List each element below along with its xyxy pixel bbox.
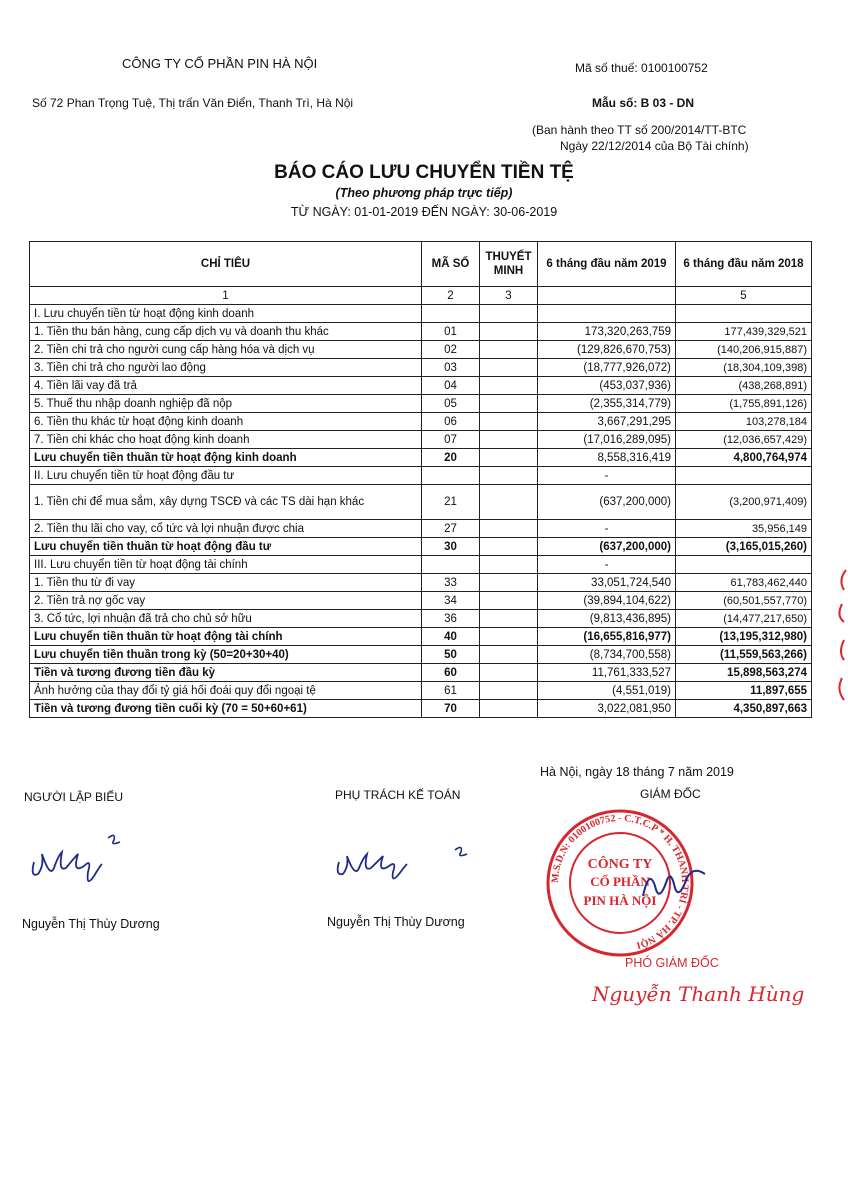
row-value-2018: 4,350,897,663 (676, 700, 812, 718)
row-note (480, 628, 538, 646)
company-address: Số 72 Phan Trọng Tuệ, Thị trấn Văn Điển, Thanh Trì, Hà Nội (32, 96, 354, 110)
row-value-2018: (12,036,657,429) (676, 431, 812, 449)
row-item: II. Lưu chuyển tiền từ hoạt động đầu tư (30, 467, 422, 485)
row-code (422, 467, 480, 485)
row-code: 70 (422, 700, 480, 718)
row-value-2019: (2,355,314,779) (538, 395, 676, 413)
row-note (480, 592, 538, 610)
row-note (480, 359, 538, 377)
row-value-2018: (3,165,015,260) (676, 538, 812, 556)
row-value-2019: - (538, 467, 676, 485)
row-note (480, 520, 538, 538)
row-item: 2. Tiền chi trả cho người cung cấp hàng hóa và dịch vụ (30, 341, 422, 359)
table-row (30, 610, 812, 628)
row-value-2018: (60,501,557,770) (676, 592, 812, 610)
accountant-name: Nguyễn Thị Thùy Dương (327, 915, 465, 929)
table-row (30, 305, 812, 323)
row-code: 21 (422, 485, 480, 520)
table-row (30, 485, 812, 520)
row-value-2019: (129,826,670,753) (538, 341, 676, 359)
place-date: Hà Nội, ngày 18 tháng 7 năm 2019 (540, 765, 734, 779)
row-code: 60 (422, 664, 480, 682)
row-item: Ảnh hưởng của thay đổi tỷ giá hối đoái quy đổi ngoại tệ (30, 682, 422, 700)
row-value-2019: (17,016,289,095) (538, 431, 676, 449)
row-note (480, 449, 538, 467)
row-value-2018: 15,898,563,274 (676, 664, 812, 682)
row-value-2018 (676, 305, 812, 323)
stamp-ring-text: M.S.D.N: 0100100752 - C.T.C.P * H. THANH TRÌ - TP. HÀ NỘI (549, 812, 691, 951)
stamp-line-1: CÔNG TY (587, 857, 653, 872)
index-cell (538, 287, 676, 305)
row-note (480, 682, 538, 700)
form-number: Mẫu số: B 03 - DN (592, 96, 695, 110)
partial-stamp-edge (832, 560, 848, 710)
header-2018: 6 tháng đầu năm 2018 (676, 242, 812, 287)
row-note (480, 305, 538, 323)
vice-director-title: PHÓ GIÁM ĐỐC (625, 956, 719, 970)
header-item: CHỈ TIÊU (30, 242, 422, 287)
table-index-row (30, 287, 812, 305)
row-value-2019: 3,667,291,295 (538, 413, 676, 431)
row-value-2019: (18,777,926,072) (538, 359, 676, 377)
row-value-2018 (676, 556, 812, 574)
row-item: Lưu chuyển tiền thuần trong kỳ (50=20+30+40) (30, 646, 422, 664)
row-note (480, 574, 538, 592)
row-item: 1. Tiền thu bán hàng, cung cấp dịch vụ và doanh thu khác (30, 323, 422, 341)
director-title: GIÁM ĐỐC (640, 787, 701, 801)
row-code: 50 (422, 646, 480, 664)
row-code: 07 (422, 431, 480, 449)
row-code: 30 (422, 538, 480, 556)
row-value-2019 (538, 305, 676, 323)
row-value-2018: (11,559,563,266) (676, 646, 812, 664)
index-cell: 1 (30, 287, 422, 305)
row-note (480, 538, 538, 556)
row-code: 02 (422, 341, 480, 359)
table-row (30, 395, 812, 413)
header-code: MÃ SỐ (422, 242, 480, 287)
row-item: 4. Tiền lãi vay đã trả (30, 377, 422, 395)
row-value-2019: 8,558,316,419 (538, 449, 676, 467)
preparer-signature (28, 828, 138, 888)
row-note (480, 610, 538, 628)
row-value-2018: 61,783,462,440 (676, 574, 812, 592)
vice-director-name: Nguyễn Thanh Hùng (592, 982, 805, 1006)
table-row (30, 574, 812, 592)
row-code: 36 (422, 610, 480, 628)
row-value-2018: (3,200,971,409) (676, 485, 812, 520)
row-code: 34 (422, 592, 480, 610)
row-item: 1. Tiền thu từ đi vay (30, 574, 422, 592)
row-code: 06 (422, 413, 480, 431)
header-2019: 6 tháng đầu năm 2019 (538, 242, 676, 287)
table-row (30, 520, 812, 538)
accountant-signature (335, 836, 495, 886)
row-note (480, 485, 538, 520)
table-row (30, 628, 812, 646)
row-item: Lưu chuyển tiền thuần từ hoạt động tài chính (30, 628, 422, 646)
row-value-2019: 3,022,081,950 (538, 700, 676, 718)
row-value-2019: 11,761,333,527 (538, 664, 676, 682)
preparer-name: Nguyễn Thị Thùy Dương (22, 917, 160, 931)
row-item: III. Lưu chuyển tiền từ hoạt động tài chính (30, 556, 422, 574)
row-value-2018: 103,278,184 (676, 413, 812, 431)
row-code (422, 556, 480, 574)
row-value-2019: (637,200,000) (538, 485, 676, 520)
row-value-2018: 177,439,329,521 (676, 323, 812, 341)
company-stamp (545, 808, 715, 958)
row-item: Lưu chuyển tiền thuần từ hoạt động đầu tư (30, 538, 422, 556)
report-subtitle: (Theo phương pháp trực tiếp) (335, 186, 513, 200)
row-value-2019: (4,551,019) (538, 682, 676, 700)
row-code: 05 (422, 395, 480, 413)
row-code: 01 (422, 323, 480, 341)
row-item: 3. Cổ tức, lợi nhuận đã trả cho chủ sở hữu (30, 610, 422, 628)
row-value-2019: (453,037,936) (538, 377, 676, 395)
table-row (30, 700, 812, 718)
row-value-2018: (13,195,312,980) (676, 628, 812, 646)
company-name: CÔNG TY CỔ PHẦN PIN HÀ NỘI (122, 56, 318, 71)
row-item: 1. Tiền chi để mua sắm, xây dựng TSCĐ và các TS dài hạn khác (30, 485, 422, 520)
row-value-2019: - (538, 556, 676, 574)
table-row (30, 538, 812, 556)
row-item: Tiền và tương đương tiền đầu kỳ (30, 664, 422, 682)
header-note: THUYẾT MINH (480, 242, 538, 287)
row-value-2019: (16,655,816,977) (538, 628, 676, 646)
row-note (480, 700, 538, 718)
table-row (30, 359, 812, 377)
table-row (30, 556, 812, 574)
row-item: Tiền và tương đương tiền cuối kỳ (70 = 50+60+61) (30, 700, 422, 718)
row-note (480, 323, 538, 341)
report-period: TỪ NGÀY: 01-01-2019 ĐẾN NGÀY: 30-06-2019 (290, 205, 558, 219)
row-value-2019: 33,051,724,540 (538, 574, 676, 592)
row-note (480, 646, 538, 664)
stamp-line-2: CỔ PHẦN (590, 874, 650, 889)
row-value-2019: (637,200,000) (538, 538, 676, 556)
table-row (30, 449, 812, 467)
row-value-2018: (18,304,109,398) (676, 359, 812, 377)
row-note (480, 431, 538, 449)
row-value-2019: (39,894,104,622) (538, 592, 676, 610)
table-row (30, 341, 812, 359)
table-row (30, 467, 812, 485)
row-item: 3. Tiền chi trả cho người lao động (30, 359, 422, 377)
row-item: 6. Tiền thu khác từ hoạt động kinh doanh (30, 413, 422, 431)
table-row (30, 377, 812, 395)
accountant-title: PHỤ TRÁCH KẾ TOÁN (335, 788, 461, 802)
table-row (30, 413, 812, 431)
row-code: 03 (422, 359, 480, 377)
row-item: 7. Tiền chi khác cho hoạt động kinh doanh (30, 431, 422, 449)
row-code: 40 (422, 628, 480, 646)
row-item: 2. Tiền trả nợ gốc vay (30, 592, 422, 610)
row-note (480, 664, 538, 682)
row-note (480, 467, 538, 485)
row-value-2019: (9,813,436,895) (538, 610, 676, 628)
preparer-title: NGƯỜI LẬP BIỂU (24, 790, 124, 804)
stamp-line-3: PIN HÀ NỘI (583, 893, 657, 908)
table-row (30, 646, 812, 664)
row-note (480, 556, 538, 574)
table-row (30, 682, 812, 700)
index-cell: 3 (480, 287, 538, 305)
row-note (480, 395, 538, 413)
table-row (30, 431, 812, 449)
row-value-2018: (140,206,915,887) (676, 341, 812, 359)
row-value-2019: (8,734,700,558) (538, 646, 676, 664)
row-value-2018: 4,800,764,974 (676, 449, 812, 467)
row-note (480, 413, 538, 431)
row-item: I. Lưu chuyển tiền từ hoạt động kinh doanh (30, 305, 422, 323)
row-value-2018: 35,956,149 (676, 520, 812, 538)
row-note (480, 377, 538, 395)
tax-code: Mã số thuế: 0100100752 (575, 61, 708, 75)
table-row (30, 664, 812, 682)
issued-line-1: (Ban hành theo TT số 200/2014/TT-BTC (532, 123, 747, 137)
row-code: 61 (422, 682, 480, 700)
row-item: 5. Thuế thu nhập doanh nghiệp đã nộp (30, 395, 422, 413)
row-note (480, 341, 538, 359)
row-code: 33 (422, 574, 480, 592)
table-row (30, 592, 812, 610)
row-value-2018: (14,477,217,650) (676, 610, 812, 628)
table-row (30, 323, 812, 341)
row-code: 04 (422, 377, 480, 395)
row-value-2018: (438,268,891) (676, 377, 812, 395)
cash-flow-table (29, 241, 812, 718)
row-value-2018: (1,755,891,126) (676, 395, 812, 413)
row-value-2018 (676, 467, 812, 485)
row-code: 20 (422, 449, 480, 467)
row-item: 2. Tiền thu lãi cho vay, cổ tức và lợi nhuận được chia (30, 520, 422, 538)
row-value-2019: - (538, 520, 676, 538)
row-code (422, 305, 480, 323)
index-cell: 5 (676, 287, 812, 305)
row-item: Lưu chuyển tiền thuần từ hoạt động kinh doanh (30, 449, 422, 467)
row-code: 27 (422, 520, 480, 538)
report-title: BÁO CÁO LƯU CHUYỂN TIỀN TỆ (274, 162, 574, 183)
row-value-2018: 11,897,655 (676, 682, 812, 700)
table-header-row (30, 242, 812, 287)
row-value-2019: 173,320,263,759 (538, 323, 676, 341)
index-cell: 2 (422, 287, 480, 305)
issued-line-2: Ngày 22/12/2014 của Bộ Tài chính) (560, 139, 749, 153)
